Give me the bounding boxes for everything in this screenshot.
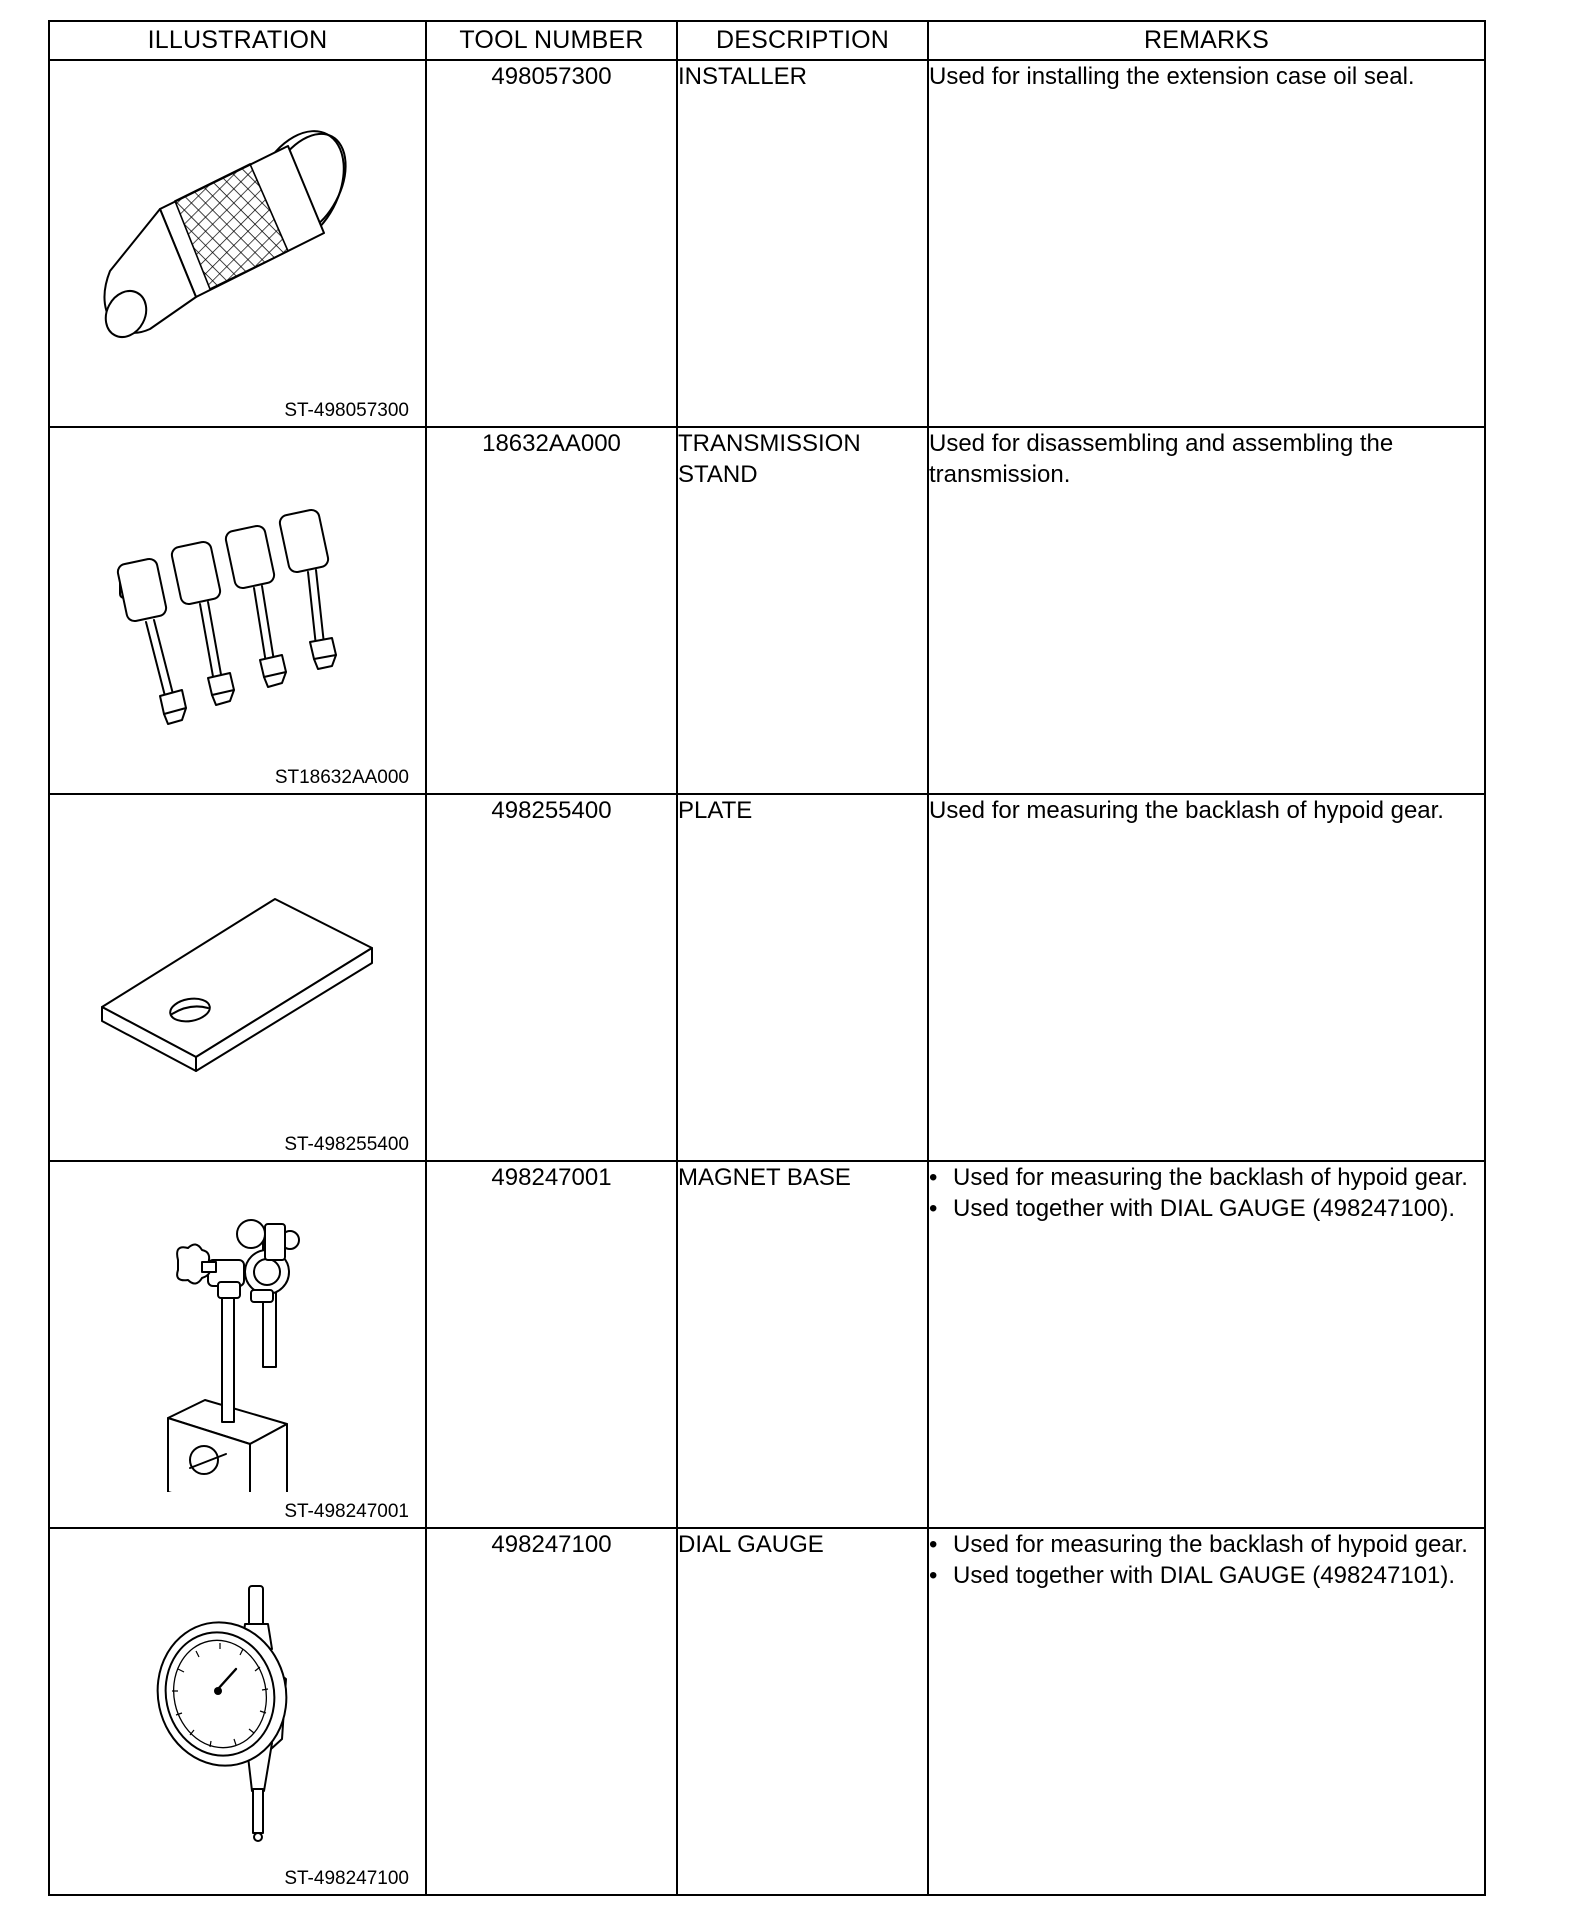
- illustration-ref: ST18632AA000: [274, 767, 409, 788]
- tool-number-cell: 498247100: [426, 1528, 677, 1895]
- special-tools-table: [48, 20, 1486, 1896]
- installer-tool-icon: [50, 61, 423, 391]
- table-row: [49, 60, 1485, 427]
- illustration-ref: ST-498247100: [284, 1868, 409, 1889]
- description-cell: MAGNET BASE: [677, 1161, 928, 1528]
- description-cell: DIAL GAUGE: [677, 1528, 928, 1895]
- illustration-ref: ST-498057300: [284, 400, 409, 421]
- remarks-cell: Used for measuring the backlash of hypoid gear.: [928, 794, 1485, 1161]
- header-illustration: ILLUSTRATION: [49, 21, 426, 60]
- remark-bullet: [929, 1560, 1484, 1591]
- illustration-cell: [49, 794, 426, 1161]
- remarks-cell: [928, 1528, 1485, 1895]
- table-row: [49, 1528, 1485, 1895]
- header-remarks: REMARKS: [928, 21, 1485, 60]
- illustration-cell: [49, 60, 426, 427]
- illustration-cell: [49, 1161, 426, 1528]
- tool-number-cell: 498057300: [426, 60, 677, 427]
- bullet-marker: •: [929, 1531, 938, 1558]
- illustration-ref: ST-498255400: [284, 1134, 409, 1155]
- table-row: [49, 427, 1485, 794]
- remark-text: Used together with DIAL GAUGE (498247101).: [953, 1562, 1456, 1589]
- transmission-stand-icon: [50, 428, 423, 758]
- tool-number-cell: 18632AA000: [426, 427, 677, 794]
- dial-gauge-icon: [50, 1529, 423, 1859]
- bullet-marker: •: [929, 1562, 938, 1589]
- description-cell: PLATE: [677, 794, 928, 1161]
- remark-text: Used for measuring the backlash of hypoid gear.: [953, 1531, 1468, 1558]
- remark-text: Used for measuring the backlash of hypoid gear.: [953, 1164, 1468, 1191]
- illustration-cell: [49, 427, 426, 794]
- remarks-cell: [928, 1161, 1485, 1528]
- description-cell: TRANSMISSION STAND: [677, 427, 928, 794]
- header-row: [49, 21, 1485, 60]
- description-cell: INSTALLER: [677, 60, 928, 427]
- table-row: [49, 1161, 1485, 1528]
- remark-bullet: [929, 1529, 1484, 1560]
- remarks-cell: Used for installing the extension case oil seal.: [928, 60, 1485, 427]
- table-row: [49, 794, 1485, 1161]
- plate-icon: [50, 795, 423, 1125]
- remark-bullet: [929, 1162, 1484, 1193]
- illustration-cell: [49, 1528, 426, 1895]
- bullet-marker: •: [929, 1195, 938, 1222]
- magnet-base-icon: [50, 1162, 423, 1492]
- tool-number-cell: 498255400: [426, 794, 677, 1161]
- remark-bullet: [929, 1193, 1484, 1224]
- header-description: DESCRIPTION: [677, 21, 928, 60]
- header-tool-number: TOOL NUMBER: [426, 21, 677, 60]
- remark-text: Used together with DIAL GAUGE (498247100).: [953, 1195, 1456, 1222]
- bullet-marker: •: [929, 1164, 938, 1191]
- tool-number-cell: 498247001: [426, 1161, 677, 1528]
- illustration-ref: ST-498247001: [284, 1501, 409, 1522]
- remarks-cell: Used for disassembling and assembling the transmission.: [928, 427, 1485, 794]
